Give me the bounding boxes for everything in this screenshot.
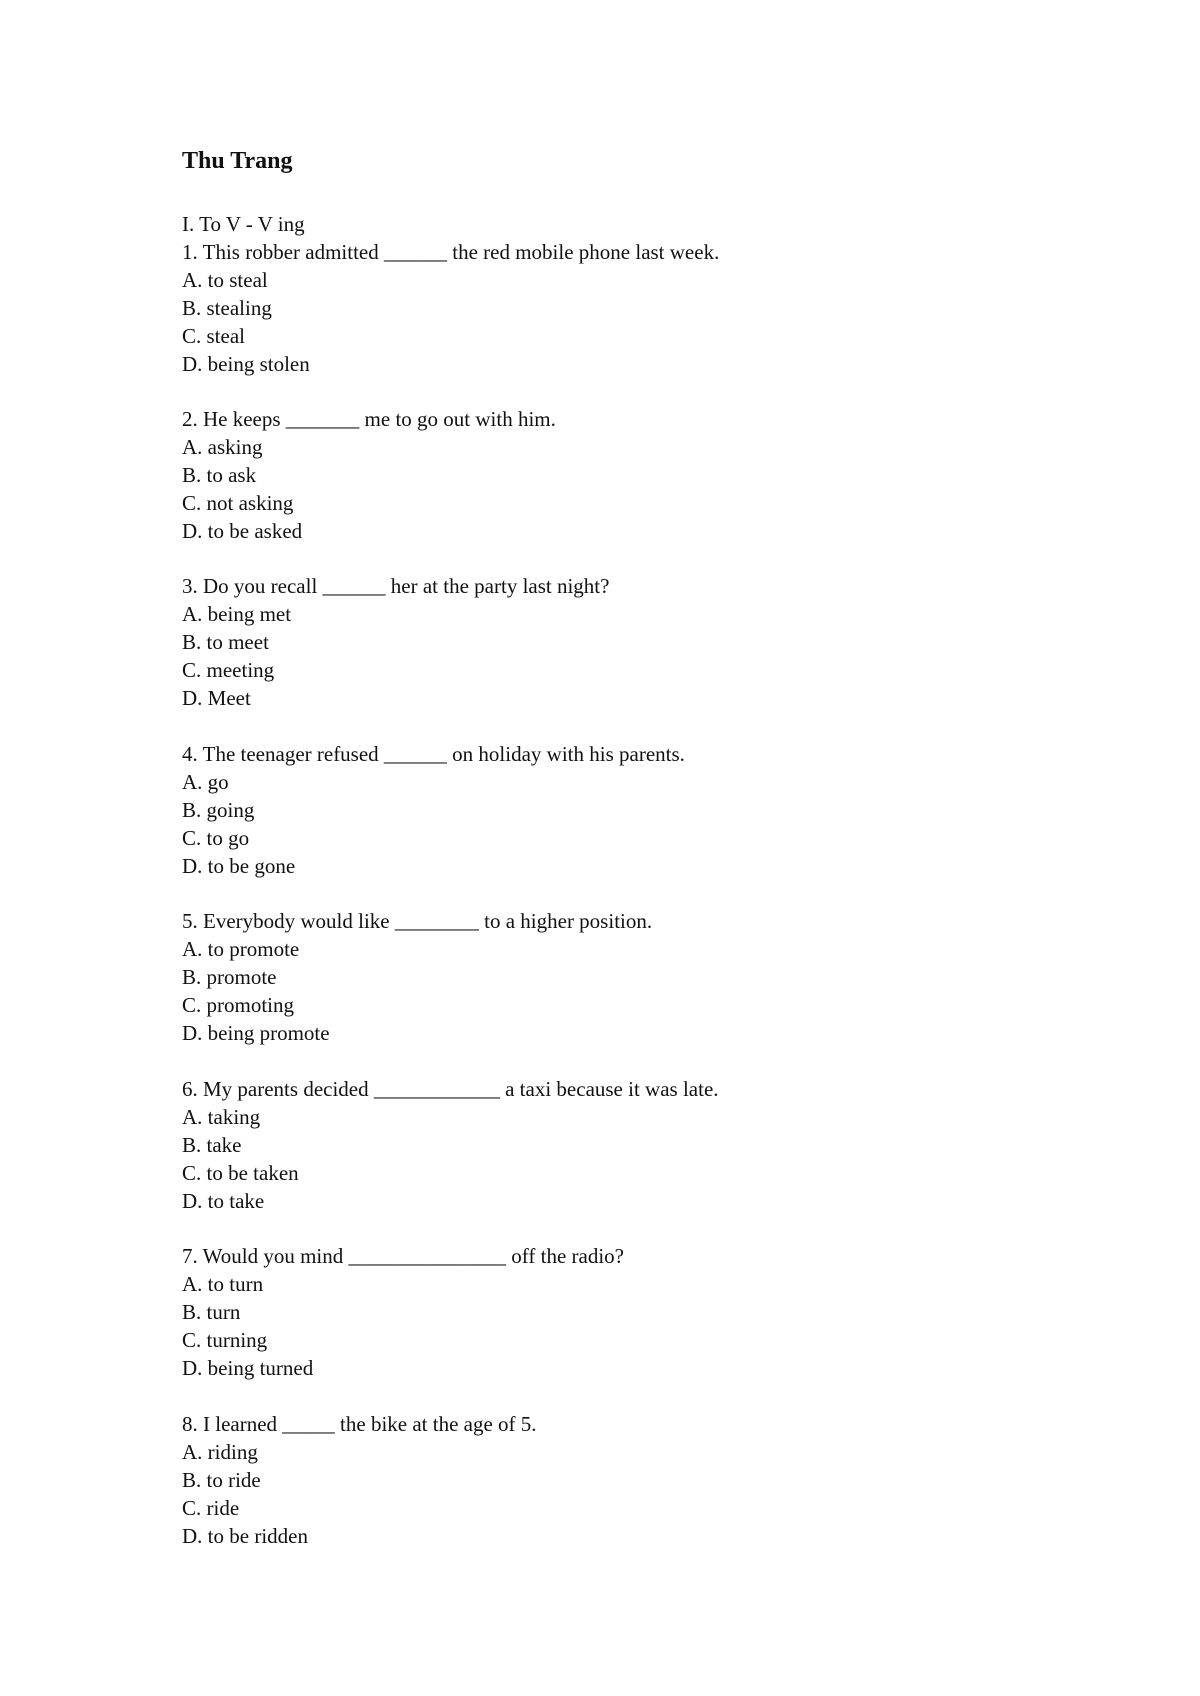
question-stem: 5. Everybody would like ________ to a higher position. bbox=[182, 909, 653, 933]
answer-option-c: C. not asking bbox=[182, 491, 294, 515]
question-block bbox=[182, 1410, 1082, 1550]
answer-option-a: A. asking bbox=[182, 435, 263, 459]
answer-option-a: A. to steal bbox=[182, 268, 268, 292]
question-block bbox=[182, 572, 1082, 712]
answer-option-d: D. to take bbox=[182, 1189, 265, 1213]
question-stem: 4. The teenager refused ______ on holiday with his parents. bbox=[182, 742, 685, 766]
answer-option-c: C. promoting bbox=[182, 993, 295, 1017]
answer-option-a: A. go bbox=[182, 770, 229, 794]
answer-option-d: D. being promote bbox=[182, 1021, 330, 1045]
answer-option-d: D. being turned bbox=[182, 1356, 314, 1380]
question-stem: 1. This robber admitted ______ the red mobile phone last week. bbox=[182, 240, 720, 264]
question-block bbox=[182, 1075, 1082, 1215]
question-block bbox=[182, 907, 1082, 1047]
author-name: Thu Trang bbox=[182, 148, 293, 174]
answer-option-b: B. promote bbox=[182, 965, 277, 989]
answer-option-c: C. to be taken bbox=[182, 1161, 299, 1185]
answer-option-d: D. Meet bbox=[182, 686, 251, 710]
question-stem: 2. He keeps _______ me to go out with him. bbox=[182, 407, 556, 431]
section-heading: I. To V - V ing bbox=[182, 212, 305, 236]
answer-option-a: A. riding bbox=[182, 1440, 258, 1464]
question-stem: 3. Do you recall ______ her at the party last night? bbox=[182, 574, 610, 598]
answer-option-a: A. to promote bbox=[182, 937, 300, 961]
answer-option-d: D. being stolen bbox=[182, 352, 310, 376]
answer-option-b: B. take bbox=[182, 1133, 242, 1157]
question-block bbox=[182, 405, 1082, 545]
answer-option-c: C. ride bbox=[182, 1496, 240, 1520]
answer-option-a: A. being met bbox=[182, 602, 292, 626]
answer-option-a: A. taking bbox=[182, 1105, 261, 1129]
answer-option-d: D. to be ridden bbox=[182, 1524, 308, 1548]
answer-option-c: C. steal bbox=[182, 324, 245, 348]
answer-option-b: B. going bbox=[182, 798, 255, 822]
answer-option-b: B. to meet bbox=[182, 630, 269, 654]
question-block bbox=[182, 740, 1082, 880]
answer-option-d: D. to be gone bbox=[182, 854, 296, 878]
answer-option-c: C. turning bbox=[182, 1328, 268, 1352]
question-stem: 6. My parents decided ____________ a taxi because it was late. bbox=[182, 1077, 719, 1101]
answer-option-c: C. meeting bbox=[182, 658, 275, 682]
question-block bbox=[182, 1242, 1082, 1382]
answer-option-a: A. to turn bbox=[182, 1272, 264, 1296]
answer-option-c: C. to go bbox=[182, 826, 250, 850]
answer-option-b: B. to ask bbox=[182, 463, 257, 487]
answer-option-b: B. stealing bbox=[182, 296, 272, 320]
answer-option-b: B. to ride bbox=[182, 1468, 261, 1492]
question-block bbox=[182, 238, 1082, 378]
question-stem: 7. Would you mind _______________ off the radio? bbox=[182, 1244, 624, 1268]
question-stem: 8. I learned _____ the bike at the age of 5. bbox=[182, 1412, 537, 1436]
answer-option-b: B. turn bbox=[182, 1300, 241, 1324]
answer-option-d: D. to be asked bbox=[182, 519, 303, 543]
